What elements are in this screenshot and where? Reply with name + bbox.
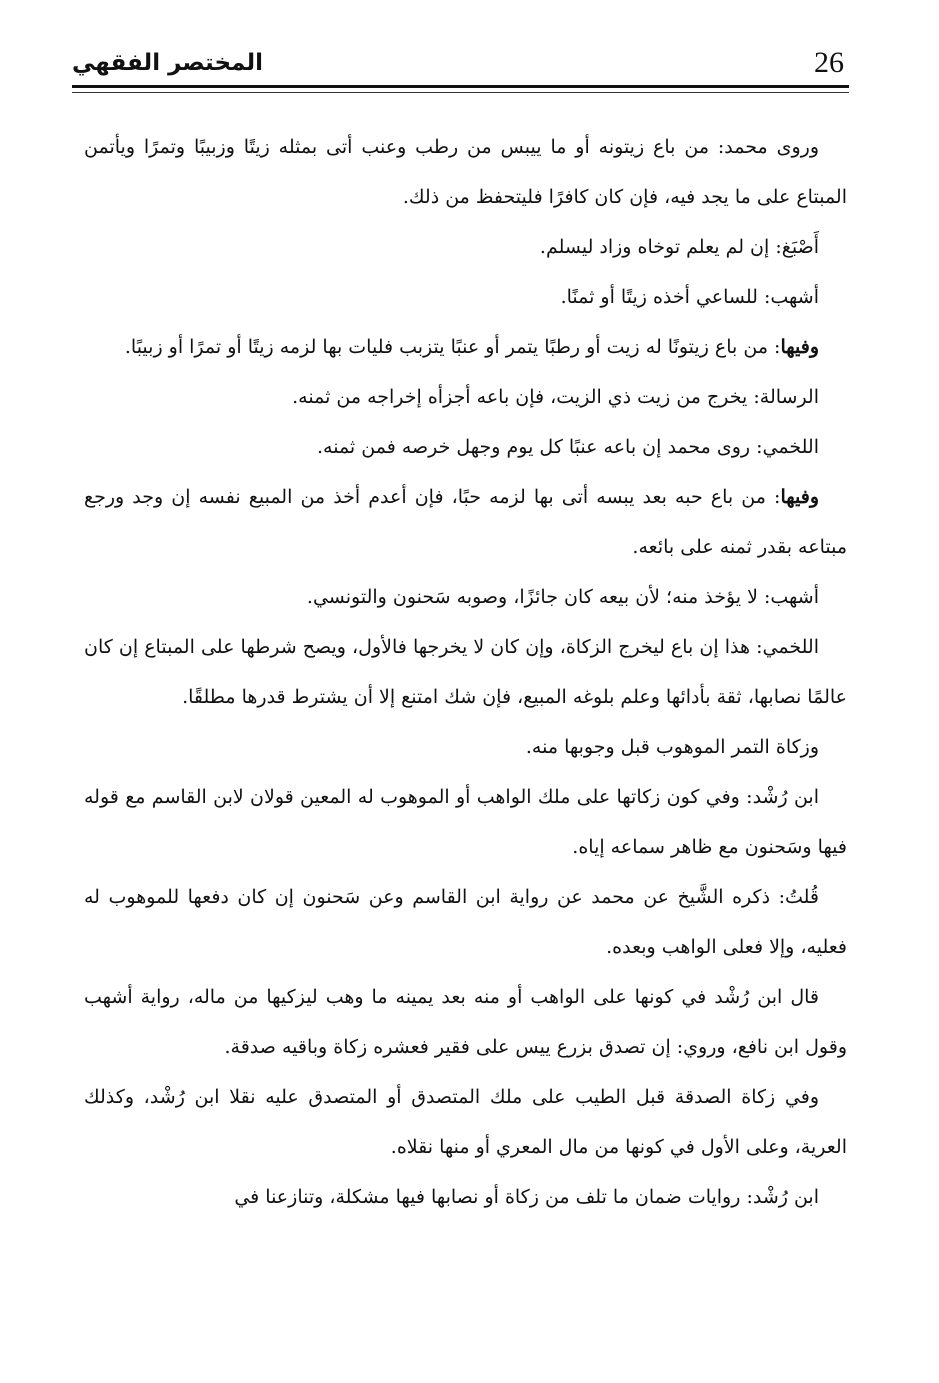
paragraph: [84, 322, 847, 372]
page-body: [84, 122, 847, 1222]
paragraph-text: قُلتُ: ذكره الشَّيخ عن محمد عن رواية ابن القاسم وعن سَحنون إن كان دفعها للموهوب له فعليه، وإلا فعلى الواهب وبعده.: [84, 886, 847, 958]
paragraph: [84, 472, 847, 572]
header-rule: [72, 85, 849, 88]
paragraph: [84, 872, 847, 972]
paragraph: [84, 122, 847, 222]
page-header: [72, 40, 849, 90]
paragraph-text: ابن رُشْد: وفي كون زكاتها على ملك الواهب أو الموهوب له المعين قولان لابن القاسم مع قوله فيها وسَحنون مع ظاهر سماعه إياه.: [84, 786, 847, 858]
paragraph-text: أشهب: للساعي أخذه زيتًا أو ثمنًا.: [560, 286, 819, 308]
paragraph: [84, 222, 847, 272]
paragraph-text: الرسالة: يخرج من زيت ذي الزيت، فإن باعه أجزأه إخراجه من ثمنه.: [292, 386, 819, 408]
paragraph-text: اللخمي: روى محمد إن باعه عنبًا كل يوم وجهل خرصه فمن ثمنه.: [316, 436, 819, 458]
paragraph-lead: وفيها: [780, 486, 819, 508]
paragraph: [84, 272, 847, 322]
header-rule-thin: [72, 92, 849, 93]
paragraph-text: وروى محمد: من باع زيتونه أو ما ييبس من رطب وعنب أتى بمثله زيتًا وزبيبًا وتمرًا ويأتمن المبتاع على ما يجد فيه، فإن كان كافرًا فليتحفظ من ذلك.: [84, 136, 847, 208]
paragraph: [84, 722, 847, 772]
paragraph: [84, 422, 847, 472]
paragraph: [84, 572, 847, 622]
paragraph: [84, 972, 847, 1072]
paragraph-text: قال ابن رُشْد في كونها على الواهب أو منه بعد يمينه ما وهب ليزكيها من ماله، رواية أشهب وقول ابن نافع، وروي: إن تصدق بزرع ييس على فقير فعشره زكاة وباقيه صدقة.: [84, 986, 847, 1058]
paragraph-lead: وفيها: [780, 336, 819, 358]
paragraph-text: : من باع زيتونًا له زيت أو رطبًا يتمر أو عنبًا يتزبب فليات بها لزمه زيتًا أو تمرًا أو زبيبًا.: [124, 336, 781, 358]
running-title: المختصر الفقهي: [72, 50, 263, 76]
page-number: 26: [814, 46, 844, 79]
paragraph-text: وزكاة التمر الموهوب قبل وجوبها منه.: [525, 736, 819, 758]
paragraph: [84, 772, 847, 872]
paragraph-text: وفي زكاة الصدقة قبل الطيب على ملك المتصدق أو المتصدق عليه نقلا ابن رُشْد، وكذلك العرية، وعلى الأول في كونها من مال المعري أو منها نقلاه.: [84, 1086, 847, 1158]
paragraph-text: أشهب: لا يؤخذ منه؛ لأن بيعه كان جائزًا، وصوبه سَحنون والتونسي.: [306, 586, 819, 608]
paragraph-text: أَصْبَغ: إن لم يعلم توخاه وزاد ليسلم.: [539, 236, 819, 258]
paragraph: [84, 1172, 847, 1222]
paragraph-text: ابن رُشْد: روايات ضمان ما تلف من زكاة أو نصابها فيها مشكلة، وتنازعنا في: [234, 1186, 819, 1208]
paragraph: [84, 622, 847, 722]
paragraph: [84, 372, 847, 422]
paragraph-text: : من باع حبه بعد يبسه أتى بها لزمه حبًا، فإن أعدم أخذ من المبيع نفسه إن وجد ورجع مبتاعه بقدر ثمنه على بائعه.: [84, 486, 847, 558]
paragraph: [84, 1072, 847, 1172]
paragraph-text: اللخمي: هذا إن باع ليخرج الزكاة، وإن كان لا يخرجها فالأول، ويصح شرطها على المبتاع إن كان عالمًا نصابها، ثقة بأدائها وعلم بلوغه المبيع، فإن شك امتنع إلا أن يشترط قدرها مطلقًا.: [84, 636, 847, 708]
